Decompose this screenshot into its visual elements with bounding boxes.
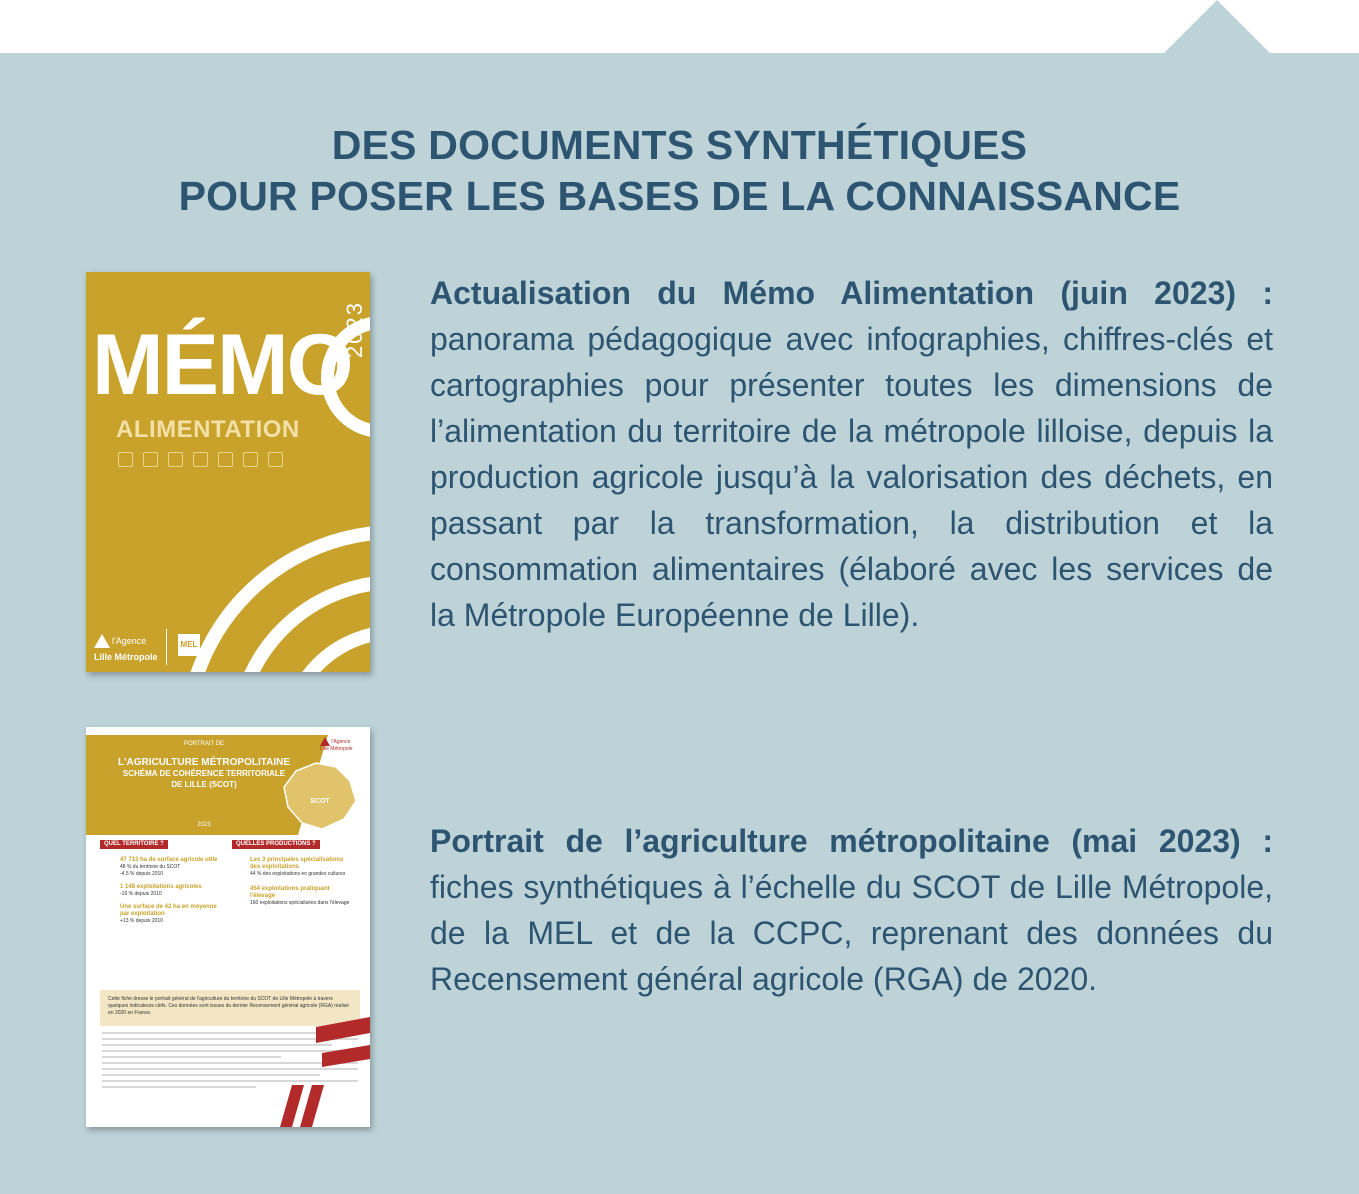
memo-alimentation-cover[interactable] — [86, 272, 370, 672]
memo-year: 2023 — [342, 301, 367, 358]
section-heading — [0, 120, 1359, 222]
agence-logo-line2: Lille Métropole — [94, 652, 158, 662]
stat-left-1-detail: 48 % du territoire du SCOT — [120, 864, 181, 870]
stat-left-2: 1 148 exploitations agricoles — [120, 884, 202, 890]
portrait-agriculture-cover[interactable] — [86, 727, 370, 1127]
map-label: SCOT — [310, 798, 330, 805]
hand-icon — [118, 452, 133, 467]
agence-triangle-icon — [94, 634, 110, 648]
memo-description-lead: Actualisation du Mémo Alimentation (juin 2023) : — [430, 275, 1273, 311]
memo-subtitle: ALIMENTATION — [116, 416, 300, 443]
agence-logo-line1: l'Agence — [112, 635, 147, 646]
truck-icon — [243, 452, 258, 467]
stat-left-1: 47 713 ha de surface agricole utile — [120, 857, 218, 863]
stat-left-3-change: +13 % depuis 2010 — [120, 918, 163, 924]
stat-right-1: Les 3 principales spécialisations des exploitations — [250, 857, 344, 870]
plate-icon — [193, 452, 208, 467]
panel-tab — [1164, 0, 1270, 53]
portrait-description — [430, 818, 1273, 1002]
agence-logo — [94, 632, 162, 662]
memo-title: MÉMO — [92, 317, 352, 413]
heading-line-2: POUR POSER LES BASES DE LA CONNAISSANCE — [178, 173, 1181, 219]
cover-year: 2023 — [197, 822, 211, 828]
section-pill-territory: QUEL TERRITOIRE ? — [100, 840, 168, 849]
cart-icon — [168, 452, 183, 467]
stat-right-1-detail: 44 % des exploitations en grandes cultures — [250, 871, 346, 877]
heading-line-1: DES DOCUMENTS SYNTHÉTIQUES — [331, 122, 1028, 168]
stat-right-2: 454 exploitations pratiquant l'élevage — [250, 886, 330, 899]
memo-description-body: panorama pédagogique avec infographies, chiffres-clés et cartographies pour présenter toutes les dimensions de l’alimentation du territoire de la métropole lilloise, depuis la production agricole jusqu’à la valorisation des déchets, en passant par la transformation, la distribution et la consommation alimentaires (élaboré avec les services de la Métropole Européenne de Lille). — [430, 321, 1273, 633]
factory-icon — [143, 452, 158, 467]
agence-logo-small-line2: Lille Métropole — [320, 746, 353, 752]
stat-left-2-change: -16 % depuis 2010 — [120, 891, 162, 897]
agence-logo-small-line1: l'Agence — [331, 738, 351, 745]
section-pill-productions: QUELLES PRODUCTIONS ? — [232, 840, 320, 849]
portrait-description-body: fiches synthétiques à l’échelle du SCOT de Lille Métropole, de la MEL et de la CCPC, reprenant des données du Recensement général agricole (RGA) de 2020. — [430, 869, 1273, 997]
logo-divider — [166, 629, 167, 665]
cover-title-line1: L'AGRICULTURE MÉTROPOLITAINE — [118, 757, 290, 768]
cover-title-line2: SCHÉMA DE COHÉRENCE TERRITORIALE — [122, 769, 286, 778]
mel-logo: MEL — [178, 634, 200, 656]
cover-kicker: PORTRAIT DE — [183, 741, 225, 747]
cover-title-line3: DE LILLE (SCOT) — [171, 780, 237, 789]
bin-icon — [218, 452, 233, 467]
stat-left-3: Une surface de 42 ha en moyenne par exploitation — [120, 904, 217, 917]
stat-left-1-change: -4,5 % depuis 2010 — [120, 871, 164, 877]
memo-description — [430, 270, 1273, 638]
portrait-description-lead: Portrait de l’agriculture métropolitaine (mai 2023) : — [430, 823, 1273, 859]
cover-intro: Cette fiche dresse le portrait général de l'agriculture du territoire du SCOT de Lille Métropole à travers quelques indicateurs clefs. Ces données sont issues du dernier Recensement général agricole (RGA) réalisé en 2020 en France. — [100, 990, 360, 1026]
memo-theme-icons — [118, 452, 283, 467]
calendar-icon — [268, 452, 283, 467]
stat-right-2-detail: 160 exploitations spécialisées dans l'élevage — [250, 900, 350, 906]
red-stripes — [86, 727, 370, 1127]
